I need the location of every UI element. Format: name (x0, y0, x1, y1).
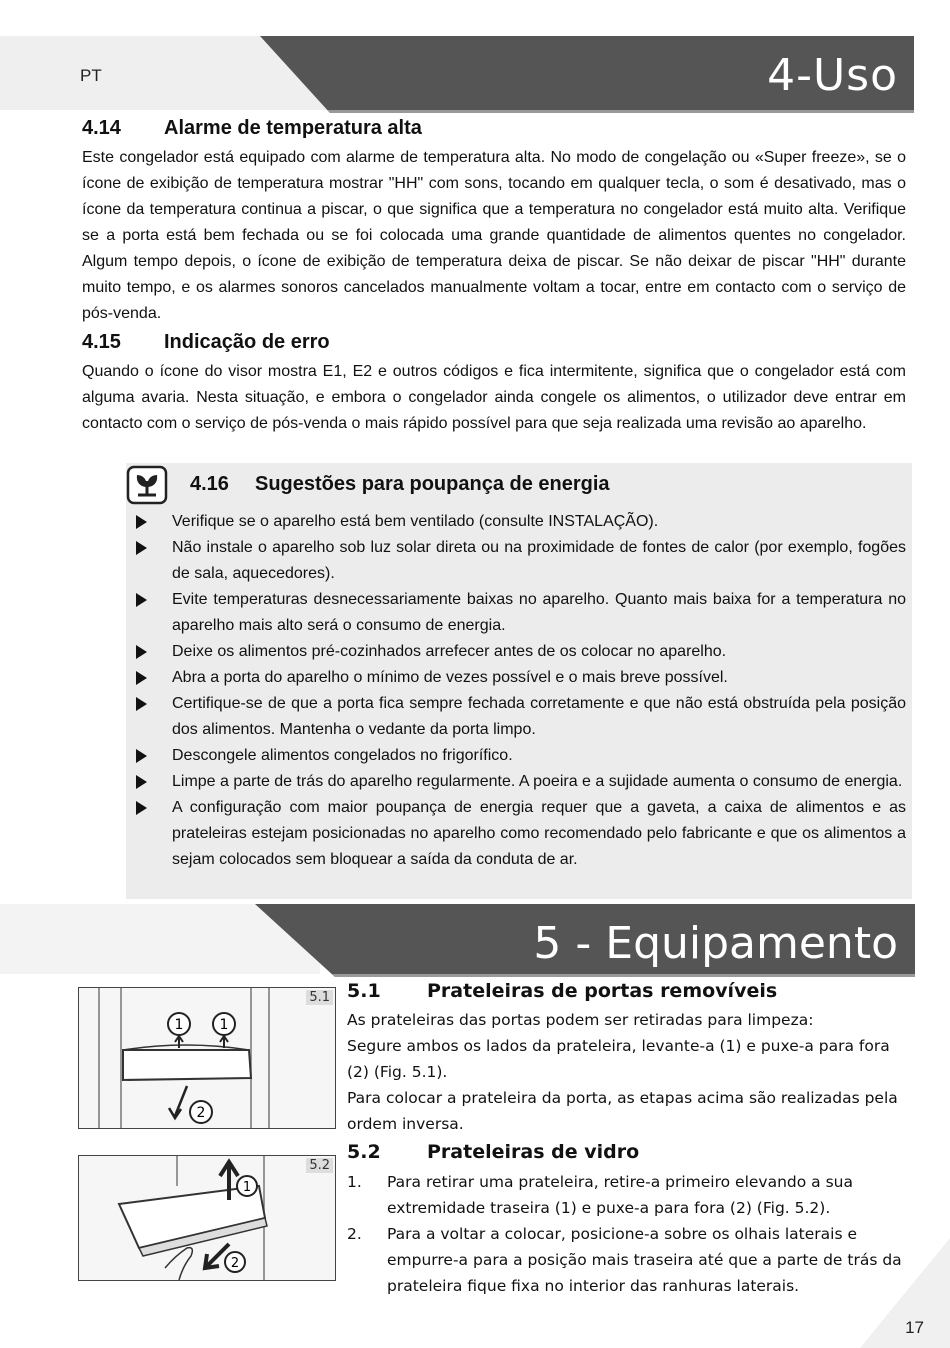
figure-5-2 (78, 1155, 336, 1281)
paragraph-4-14: Este congelador está equipado com alarme de temperatura alta. No modo de congelação ou «Super freeze», se o ícone de exibição de temperatura mostrar "HH" com sons, tocando em qualquer tecla, o som é desativado, mas o ícone da temperatura continua a piscar, o que significa que a temperatura no congelador está muito alta. Verifique se a porta está bem fechada ou se foi colocada uma grande quantidade de alimentos quentes no congelador. Algum tempo depois, o ícone de exibição de temperatura deixa de piscar. Se não deixar de piscar "HH" durante muito tempo, e os alarmes sonoros cancelados manualmente voltam a tocar, entre em contacto com o serviço de pós-venda. (82, 149, 906, 322)
bullet-triangle-icon (136, 801, 147, 815)
heading-5-2 (347, 1141, 639, 1163)
chapter-title: 5 - Equipamento (533, 918, 898, 969)
heading-number: 4.15 (82, 331, 121, 353)
list-item: Abra a porta do aparelho o mínimo de vezes possível e o mais breve possível. (126, 665, 906, 691)
bullet-triangle-icon (136, 697, 147, 711)
list-item: Descongele alimentos congelados no frigorífico. (126, 743, 906, 769)
figure-5-1 (78, 987, 336, 1129)
heading-number: 5.1 (347, 980, 381, 1002)
bullet-triangle-icon (136, 671, 147, 685)
heading-text: Prateleiras de portas removíveis (427, 980, 778, 1002)
language-code: PT (80, 66, 102, 85)
heading-number: 4.16 (190, 473, 229, 495)
list-item: Não instale o aparelho sob luz solar direta ou na proximidade de fontes de calor (por exemplo, fogões de sala, aquecedores). (126, 535, 906, 587)
list-item: Limpe a parte de trás do aparelho regularmente. A poeira e a sujidade aumenta o consumo de energia. (126, 769, 906, 795)
glass-shelf-illustration (79, 1156, 335, 1280)
section-title: 4-Uso (767, 50, 898, 101)
svg-text:1: 1 (174, 1017, 184, 1033)
list-item: 1. Para retirar uma prateleira, retire-a primeiro elevando a sua extremidade traseira (1) e puxe-a para fora (2) (Fig. 5.2). (347, 1173, 853, 1217)
heading-4-16 (190, 473, 610, 496)
heading-5-1 (347, 980, 777, 1002)
page-number: 17 (905, 1318, 924, 1337)
door-shelf-illustration (79, 988, 335, 1128)
svg-text:2: 2 (230, 1256, 240, 1271)
bullet-triangle-icon (136, 775, 147, 789)
heading-text: Sugestões para poupança de energia (255, 473, 610, 495)
leaf-icon (126, 465, 168, 505)
bullet-triangle-icon (136, 593, 147, 607)
paragraph-5-1c: Para colocar a prateleira da porta, as etapas acima são realizadas pela ordem inversa. (347, 1089, 898, 1133)
list-item: 2. Para a voltar a colocar, posicione-a sobre os olhais laterais e empurre-a para a posição mais traseira até que a parte de trás da prateleira fique fixa no interior das ranhuras laterais. (347, 1225, 902, 1295)
heading-4-15 (82, 331, 330, 354)
bullet-triangle-icon (136, 749, 147, 763)
paragraph-5-1b: Segure ambos os lados da prateleira, levante-a (1) e puxe-a para fora (2) (Fig. 5.1). (347, 1037, 890, 1081)
figure-label: 5.2 (306, 1158, 333, 1173)
paragraph-5-1a: As prateleiras das portas podem ser retiradas para limpeza: (347, 1011, 814, 1029)
bullet-triangle-icon (136, 645, 147, 659)
paragraph-4-15: Quando o ícone do visor mostra E1, E2 e outros códigos e fica intermitente, significa que o congelador está com alguma avaria. Nesta situação, e embora o congelador ainda congele os alimentos, o utilizador deve entrar em contacto com o serviço de pós-venda o mais rápido possível para que seja realizada uma revisão ao aparelho. (82, 363, 906, 432)
list-item: Certifique-se de que a porta fica sempre fechada corretamente e que não está obstruída pela posição dos alimentos. Mantenha o vedante da porta limpo. (126, 691, 906, 743)
svg-text:1: 1 (242, 1180, 252, 1195)
list-item: Deixe os alimentos pré-cozinhados arrefecer antes de os colocar no aparelho. (126, 639, 906, 665)
list-item: A configuração com maior poupança de energia requer que a gaveta, a caixa de alimentos e as prateleiras estejam posicionadas no aparelho como recomendado pelo fabricante e que os alimentos a sejam colocados sem bloquear a saída da conduta de ar. (126, 795, 906, 873)
svg-text:2: 2 (196, 1105, 206, 1121)
list-item: Verifique se o aparelho está bem ventilado (consulte INSTALAÇÃO). (126, 509, 906, 535)
heading-text: Alarme de temperatura alta (164, 117, 422, 139)
heading-number: 5.2 (347, 1141, 381, 1163)
bullet-triangle-icon (136, 541, 147, 555)
bullet-triangle-icon (136, 515, 147, 529)
heading-text: Prateleiras de vidro (427, 1141, 640, 1163)
heading-number: 4.14 (82, 117, 121, 139)
steps-list (347, 1169, 903, 1299)
list-item: Evite temperaturas desnecessariamente baixas no aparelho. Quanto mais baixa for a temperatura no aparelho mais alto será o consumo de energia. (126, 587, 906, 639)
heading-text: Indicação de erro (164, 331, 330, 353)
svg-text:1: 1 (219, 1017, 229, 1033)
figure-label: 5.1 (306, 990, 333, 1005)
energy-tips-list (126, 509, 906, 873)
heading-4-14 (82, 117, 422, 140)
